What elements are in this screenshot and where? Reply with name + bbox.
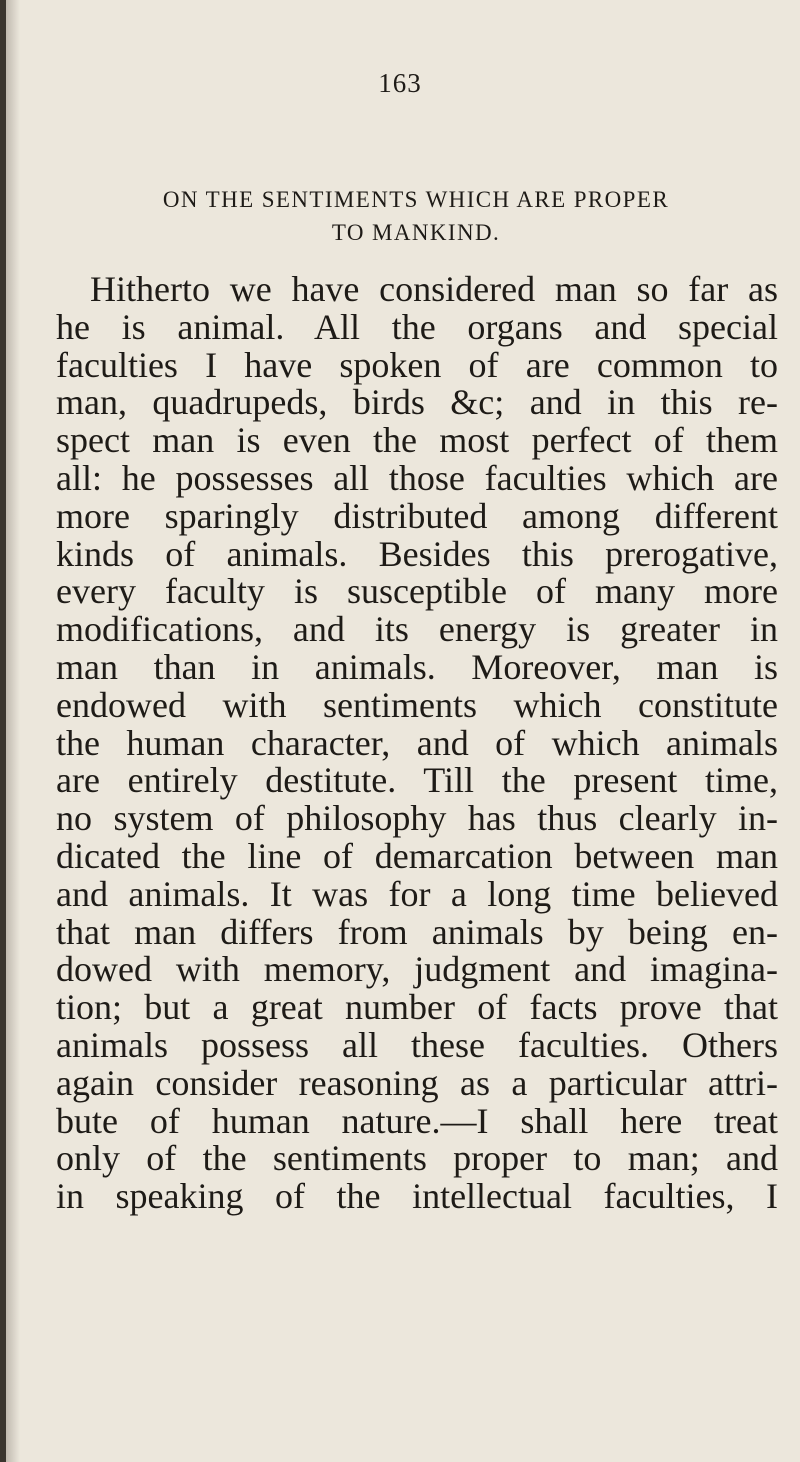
text-line: tion; but a great number of facts prove that bbox=[56, 987, 778, 1028]
text-line: again consider reasoning as a particular attri- bbox=[56, 1062, 778, 1103]
text-line: only of the sentiments proper to man; and bbox=[56, 1138, 778, 1179]
text-line: Hitherto we have considered man so far as bbox=[90, 269, 778, 309]
heading-line-2: TO MANKIND. bbox=[331, 220, 501, 245]
text-line: no system of philosophy has thus clearly in- bbox=[56, 798, 778, 839]
text-line: that man differs from animals by being en- bbox=[56, 911, 778, 952]
body-text bbox=[56, 271, 778, 1216]
text-line: kinds of animals. Besides this prerogative, bbox=[56, 533, 778, 574]
text-line: bute of human nature.—I shall here treat bbox=[56, 1100, 778, 1141]
text-line: endowed with sentiments which constitute bbox=[56, 684, 778, 725]
text-line: more sparingly distributed among different bbox=[56, 495, 778, 536]
text-line: every faculty is susceptible of many more bbox=[56, 571, 778, 612]
text-line: spect man is even the most perfect of them bbox=[56, 420, 778, 461]
text-line: modifications, and its energy is greater in bbox=[56, 609, 778, 650]
text-line: man, quadrupeds, birds &c; and in this re- bbox=[56, 382, 778, 423]
text-line: all: he possesses all those faculties which are bbox=[56, 457, 778, 498]
text-line: he is animal. All the organs and special bbox=[56, 306, 778, 347]
text-line: faculties I have spoken of are common to bbox=[56, 344, 778, 385]
text-line: dicated the line of demarcation between man bbox=[56, 835, 778, 876]
chapter-heading bbox=[56, 183, 776, 249]
heading-line-1: ON THE SENTIMENTS WHICH ARE PROPER bbox=[162, 187, 670, 212]
text-line: and animals. It was for a long time believed bbox=[56, 873, 778, 914]
text-line: man than in animals. Moreover, man is bbox=[56, 646, 778, 687]
text-line: the human character, and of which animals bbox=[56, 722, 778, 763]
text-line: animals possess all these faculties. Others bbox=[56, 1024, 778, 1065]
text-line: dowed with memory, judgment and imagina- bbox=[56, 949, 778, 990]
text-line: are entirely destitute. Till the present time, bbox=[56, 760, 778, 801]
page-binding-shadow bbox=[6, 0, 20, 1462]
text-line: in speaking of the intellectual faculties, I bbox=[56, 1176, 778, 1217]
page-number: 163 bbox=[378, 68, 422, 98]
